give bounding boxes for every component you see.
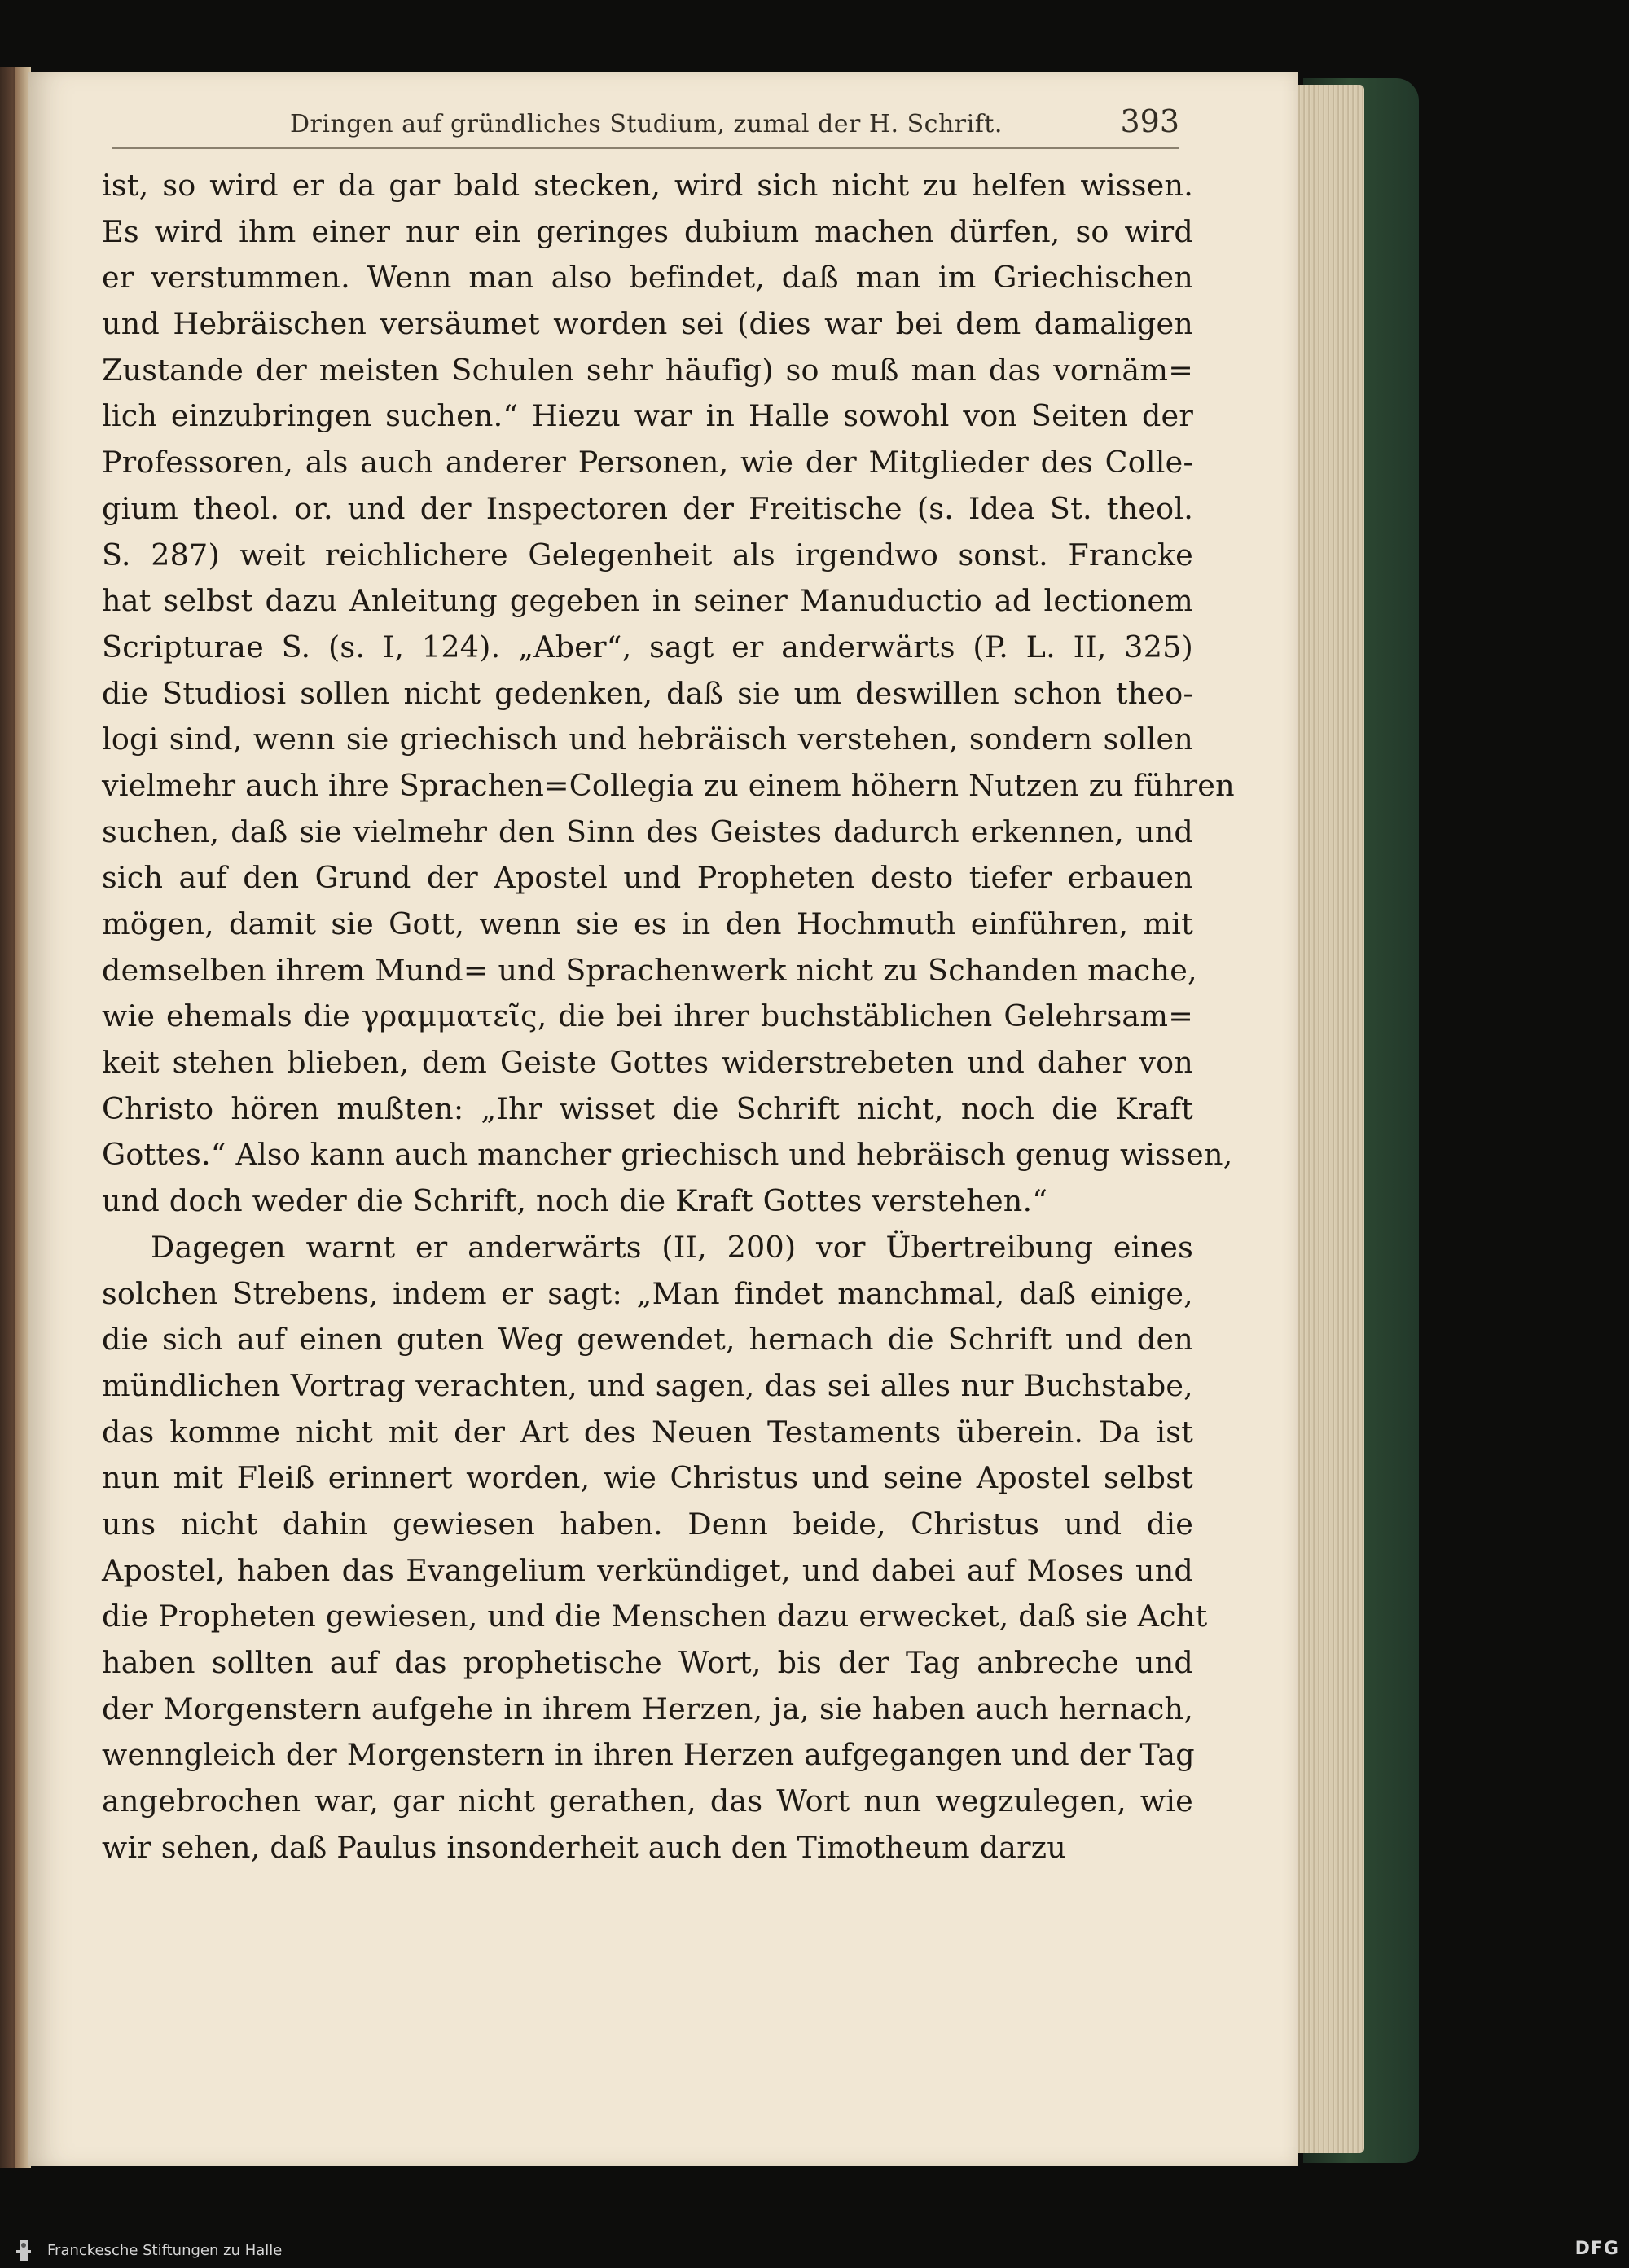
running-head xyxy=(112,102,1179,149)
text-line: suchen, daß sie vielmehr den Sinn des Geistes dadurch erkennen, und xyxy=(102,814,1193,849)
text-line: wenngleich der Morgenstern in ihren Herzen aufgegangen und der Tag xyxy=(102,1737,1195,1773)
text-line: mögen, damit sie Gott, wenn sie es in den Hochmuth einführen, mit xyxy=(102,906,1193,941)
dfg-logo: DFG xyxy=(1574,2239,1619,2259)
text-line: vielmehr auch ihre Sprachen=Collegia zu einem höhern Nutzen zu führen xyxy=(102,767,1235,803)
text-line: keit stehen blieben, dem Geiste Gottes widerstrebeten und daher von xyxy=(102,1045,1193,1081)
text-line: Dagegen warnt er anderwärts (II, 200) vor Übertreibung eines xyxy=(151,1229,1193,1265)
page-edges xyxy=(1291,85,1364,2153)
text-line: die Propheten gewiesen, und die Menschen dazu erwecket, daß sie Acht xyxy=(102,1599,1208,1634)
text-line: der Morgenstern aufgehe in ihrem Herzen, ja, sie haben auch hernach, xyxy=(102,1691,1193,1726)
running-head-title: Dringen auf gründliches Studium, zumal der H. Schrift. xyxy=(290,110,1003,138)
text-line: Professoren, als auch anderer Personen, wie der Mitglieder des Colle- xyxy=(102,445,1193,480)
text-line: die Studiosi sollen nicht gedenken, daß sie um deswillen schon theo- xyxy=(102,675,1193,711)
text-line: das komme nicht mit der Art des Neuen Testaments überein. Da ist xyxy=(102,1414,1193,1450)
text-line: logi sind, wenn sie griechisch und hebräisch verstehen, sondern sollen xyxy=(102,722,1193,757)
text-line: uns nicht dahin gewiesen haben. Denn beide, Christus und die xyxy=(102,1506,1193,1542)
text-line: mündlichen Vortrag verachten, und sagen, das sei alles nur Buchstabe, xyxy=(102,1367,1193,1403)
institution-name: Franckesche Stiftungen zu Halle xyxy=(47,2242,283,2259)
text-line: lich einzubringen suchen.“ Hiezu war in Halle sowohl von Seiten der xyxy=(102,398,1193,434)
text-line: haben sollten auf das prophetische Wort, bis der Tag anbreche und xyxy=(102,1645,1193,1680)
text-line: und Hebräischen versäumet worden sei (dies war bei dem damaligen xyxy=(102,306,1193,342)
text-line: demselben ihrem Mund= und Sprachenwerk nicht zu Schanden mache, xyxy=(102,952,1197,988)
text-line: die sich auf einen guten Weg gewendet, hernach die Schrift und den xyxy=(102,1322,1193,1358)
text-line: nun mit Fleiß erinnert worden, wie Christus und seine Apostel selbst xyxy=(102,1460,1193,1496)
text-line: Apostel, haben das Evangelium verkündiget, und dabei auf Moses und xyxy=(102,1552,1193,1588)
text-line: ist, so wird er da gar bald stecken, wird sich nicht zu helfen wissen. xyxy=(102,168,1193,203)
text-line: Gottes.“ Also kann auch mancher griechisch und hebräisch genug wissen, xyxy=(102,1137,1233,1173)
text-line: und doch weder die Schrift, noch die Kraft Gottes verstehen.“ xyxy=(102,1183,1048,1219)
text-line: sich auf den Grund der Apostel und Propheten desto tiefer erbauen xyxy=(102,860,1193,896)
text-line: wir sehen, daß Paulus insonderheit auch den Timotheum darzu xyxy=(102,1829,1066,1865)
text-line: er verstummen. Wenn man also befindet, daß man im Griechischen xyxy=(102,260,1193,296)
text-line: solchen Strebens, indem er sagt: „Man findet manchmal, daß einige, xyxy=(102,1275,1193,1311)
body-text xyxy=(102,163,1235,1871)
text-line: S. 287) weit reichlichere Gelegenheit als irgendwo sonst. Francke xyxy=(102,537,1193,572)
text-line: gium theol. or. und der Inspectoren der Freitische (s. Idea St. theol. xyxy=(102,490,1193,526)
text-line: hat selbst dazu Anleitung gegeben in seiner Manuductio ad lectionem xyxy=(102,583,1193,619)
text-line: Es wird ihm einer nur ein geringes dubium machen dürfen, so wird xyxy=(102,213,1193,249)
institution-logo-icon xyxy=(8,2239,39,2263)
text-line: Christo hören mußten: „Ihr wisset die Schrift nicht, noch die Kraft xyxy=(102,1090,1193,1126)
text-line: angebrochen war, gar nicht gerathen, das Wort nun wegzulegen, wie xyxy=(102,1783,1193,1819)
text-line: wie ehemals die γραμματεῖς, die bei ihrer buchstäblichen Gelehrsam= xyxy=(102,998,1193,1034)
text-line: Scripturae S. (s. I, 124). „Aber“, sagt er anderwärts (P. L. II, 325) xyxy=(102,629,1193,665)
footer-bar xyxy=(0,2235,1629,2268)
text-line: Zustande der meisten Schulen sehr häufig) so muß man das vornäm= xyxy=(102,352,1193,388)
page-number: 393 xyxy=(1120,103,1179,139)
